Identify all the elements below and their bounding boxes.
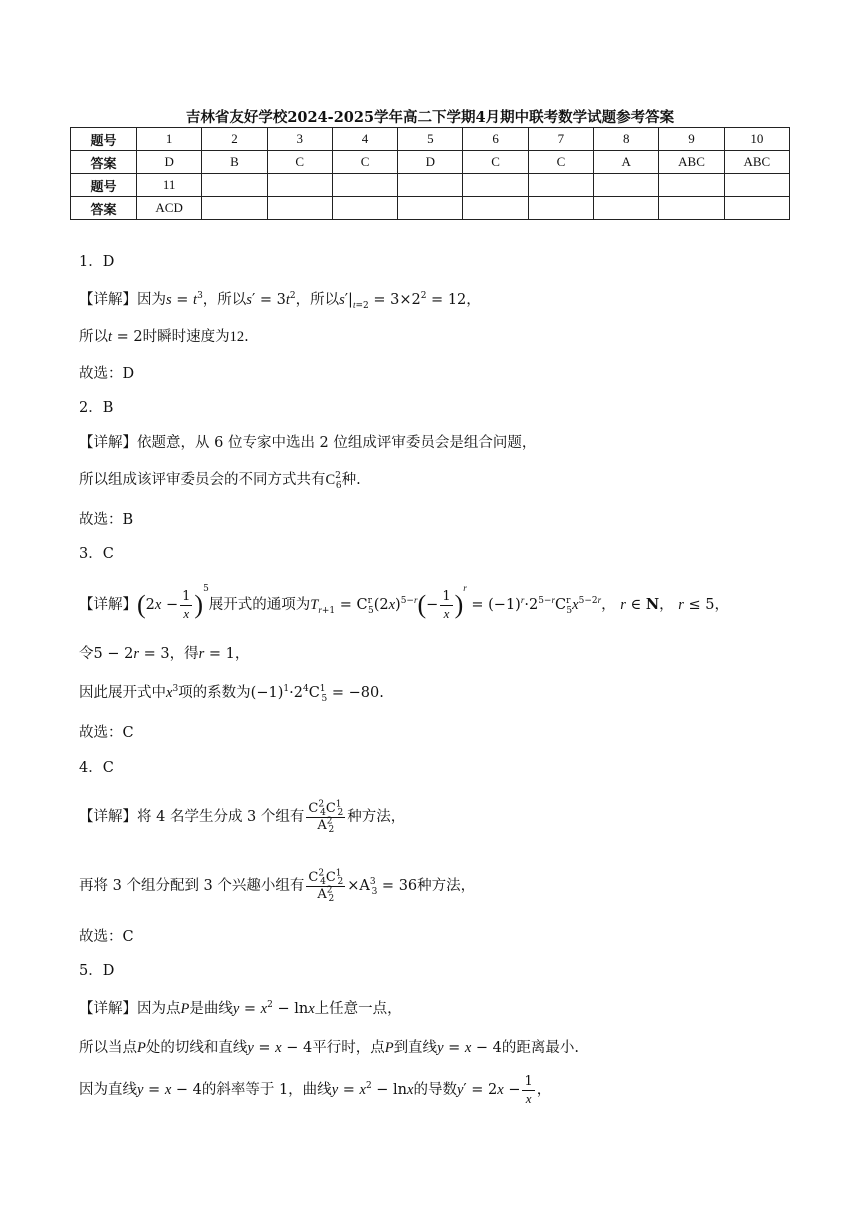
text: 种方法， — [347, 809, 406, 825]
q3-step-line: 令5 − 2r = 3，得r = 1， — [79, 646, 250, 662]
page-title: 吉林省友好学校2024-2025学年高二下学期4月期中联考数学试题参考答案 — [185, 109, 675, 126]
text: 【详解】因为 — [79, 292, 166, 308]
text: 的距离最小. — [501, 1040, 580, 1056]
text: ，所以 — [202, 292, 247, 308]
q1-conclusion-line: 所以t = 2时瞬时速度为12. — [79, 329, 249, 345]
text: . — [244, 329, 249, 345]
text: 所以当点 — [79, 1040, 137, 1056]
q2-explanation-line: 【详解】依题意，从 6 位专家中选出 2 位组成评审委员会是组合问题， — [79, 435, 537, 451]
table-cell: D — [137, 151, 202, 174]
text: 的导数 — [413, 1082, 457, 1098]
text: ， — [466, 292, 481, 308]
table-cell — [528, 197, 593, 220]
table-cell — [724, 197, 789, 220]
text: 平行时，点 — [312, 1040, 385, 1056]
q3-conclusion-line: 因此展开式中$x^3$项的系数为$(-1)^1\cdot 2^4C^1_5 = -80$. — [79, 684, 384, 704]
text: ， — [601, 597, 616, 613]
text: 项的系数为 — [178, 685, 251, 701]
text: 【详解】将 4 名学生分成 3 个组有 — [79, 809, 305, 825]
q4-conclusion-line: 再将 3 个组分配到 3 个兴趣小组有 $\frac{C^2_4C^1_2}{A^2_2}$ $\times A^3_3 = 36$种方法， — [79, 868, 476, 905]
q5-explanation-line: 【详解】因为点P是曲线$y = x^2 - \ln x$上任意一点， — [79, 1000, 402, 1017]
table-cell: 9 — [659, 128, 724, 151]
text: 再将 3 个组分配到 3 个兴趣小组有 — [79, 878, 305, 894]
text: 12 — [229, 329, 245, 345]
q5-heading: 5．D — [79, 963, 115, 979]
text: ，得 — [169, 646, 199, 662]
table-cell — [659, 174, 724, 197]
text: 的斜率等于 1，曲线 — [201, 1082, 332, 1098]
text: 种. — [341, 472, 361, 488]
text: 是曲线 — [189, 1001, 233, 1017]
table-cell: 1 — [137, 128, 202, 151]
text: ，所以 — [295, 292, 340, 308]
q2-conclusion-line: 所以组成该评审委员会的不同方式共有$C^2_6$种. — [79, 471, 361, 491]
table-cell — [398, 197, 463, 220]
table-cell — [463, 197, 528, 220]
table-cell — [528, 174, 593, 197]
text: ， — [536, 1082, 552, 1098]
text: 令 — [79, 646, 94, 662]
table-cell: 3 — [267, 128, 332, 151]
table-row — [71, 197, 790, 220]
q1-heading: 1．D — [79, 254, 115, 270]
table-cell — [594, 197, 659, 220]
q4-explanation-line: 【详解】将 4 名学生分成 3 个组有 $\frac{C^2_4C^1_2}{A^2_2}$ 种方法， — [79, 799, 406, 836]
table-cell: A — [594, 151, 659, 174]
table-cell: C — [332, 151, 397, 174]
text: . — [379, 685, 384, 701]
row-label: 题号 — [71, 128, 137, 151]
text: 因为直线 — [79, 1082, 137, 1098]
table-cell: 2 — [202, 128, 267, 151]
table-cell: 11 — [137, 174, 202, 197]
table-cell: ACD — [137, 197, 202, 220]
text: 到直线 — [393, 1040, 438, 1056]
table-row — [71, 151, 790, 174]
text: 处的切线和直线 — [145, 1040, 248, 1056]
q2-choice: 故选：B — [79, 512, 134, 528]
row-label: 答案 — [71, 151, 137, 174]
text: 因此展开式中 — [79, 685, 166, 701]
q4-heading: 4．C — [79, 760, 114, 776]
table-cell — [332, 174, 397, 197]
table-cell: C — [463, 151, 528, 174]
text: 所以组成该评审委员会的不同方式共有 — [79, 472, 326, 488]
table-cell: C — [267, 151, 332, 174]
text: 上任意一点， — [314, 1001, 402, 1017]
text: 种方法， — [417, 878, 476, 894]
table-cell — [594, 174, 659, 197]
q4-choice: 故选：C — [79, 929, 134, 945]
table-cell — [267, 197, 332, 220]
answer-table — [70, 127, 790, 220]
q5-step-line: 所以当点P处的切线和直线y = x − 4平行时，点P到直线y = x − 4的距离最小. — [79, 1040, 580, 1056]
q1-explanation-line: 【详解】因为$s = t^3$，所以$s' = 3t^2$，所以$s'|_{t=2} = 3\times 2^2 = 12$， — [79, 291, 481, 311]
text: 【详解】 — [79, 597, 137, 613]
table-cell: 8 — [594, 128, 659, 151]
q3-choice: 故选：C — [79, 725, 134, 741]
text: ， — [234, 646, 250, 662]
table-cell — [267, 174, 332, 197]
table-row — [71, 128, 790, 151]
table-cell — [202, 174, 267, 197]
table-cell — [463, 174, 528, 197]
q5-derivative-line: 因为直线y = x − 4的斜率等于 1，曲线$y = x^2 - \ln x$的导数y′ = 2x − $\frac{1}{x}$ ， — [79, 1073, 552, 1106]
table-row — [71, 174, 790, 197]
table-cell: 5 — [398, 128, 463, 151]
text: 时瞬时速度为 — [142, 329, 230, 345]
table-cell — [202, 197, 267, 220]
q2-heading: 2．B — [79, 400, 114, 416]
row-label: 题号 — [71, 174, 137, 197]
table-cell: 7 — [528, 128, 593, 151]
text: 展开式的通项为 — [208, 597, 311, 613]
table-cell — [659, 197, 724, 220]
table-cell — [398, 174, 463, 197]
row-label: 答案 — [71, 197, 137, 220]
table-cell: 4 — [332, 128, 397, 151]
table-cell — [332, 197, 397, 220]
table-cell: 6 — [463, 128, 528, 151]
q1-choice: 故选：D — [79, 366, 135, 382]
table-cell: ABC — [659, 151, 724, 174]
table-cell: ABC — [724, 151, 789, 174]
q3-explanation-line: 【详解】(2x − $\frac{1}{x}$ )$^5$展开式的通项为$T_{r+1} = C^r_5(2x)^{5-r}(-$ $\frac{1}{x}$ )$^r = (-1)^r\cdot 2^{5-r}C^r_5x^{5-2r}$， r ∈ N， r ≤ 5， — [79, 583, 729, 621]
table-cell — [724, 174, 789, 197]
text: 所以 — [79, 329, 108, 345]
table-cell: B — [202, 151, 267, 174]
table-cell: D — [398, 151, 463, 174]
text: 【详解】因为点 — [79, 1001, 181, 1017]
table-cell: C — [528, 151, 593, 174]
q3-heading: 3．C — [79, 546, 114, 562]
text: ， — [659, 597, 674, 613]
table-cell: 10 — [724, 128, 789, 151]
